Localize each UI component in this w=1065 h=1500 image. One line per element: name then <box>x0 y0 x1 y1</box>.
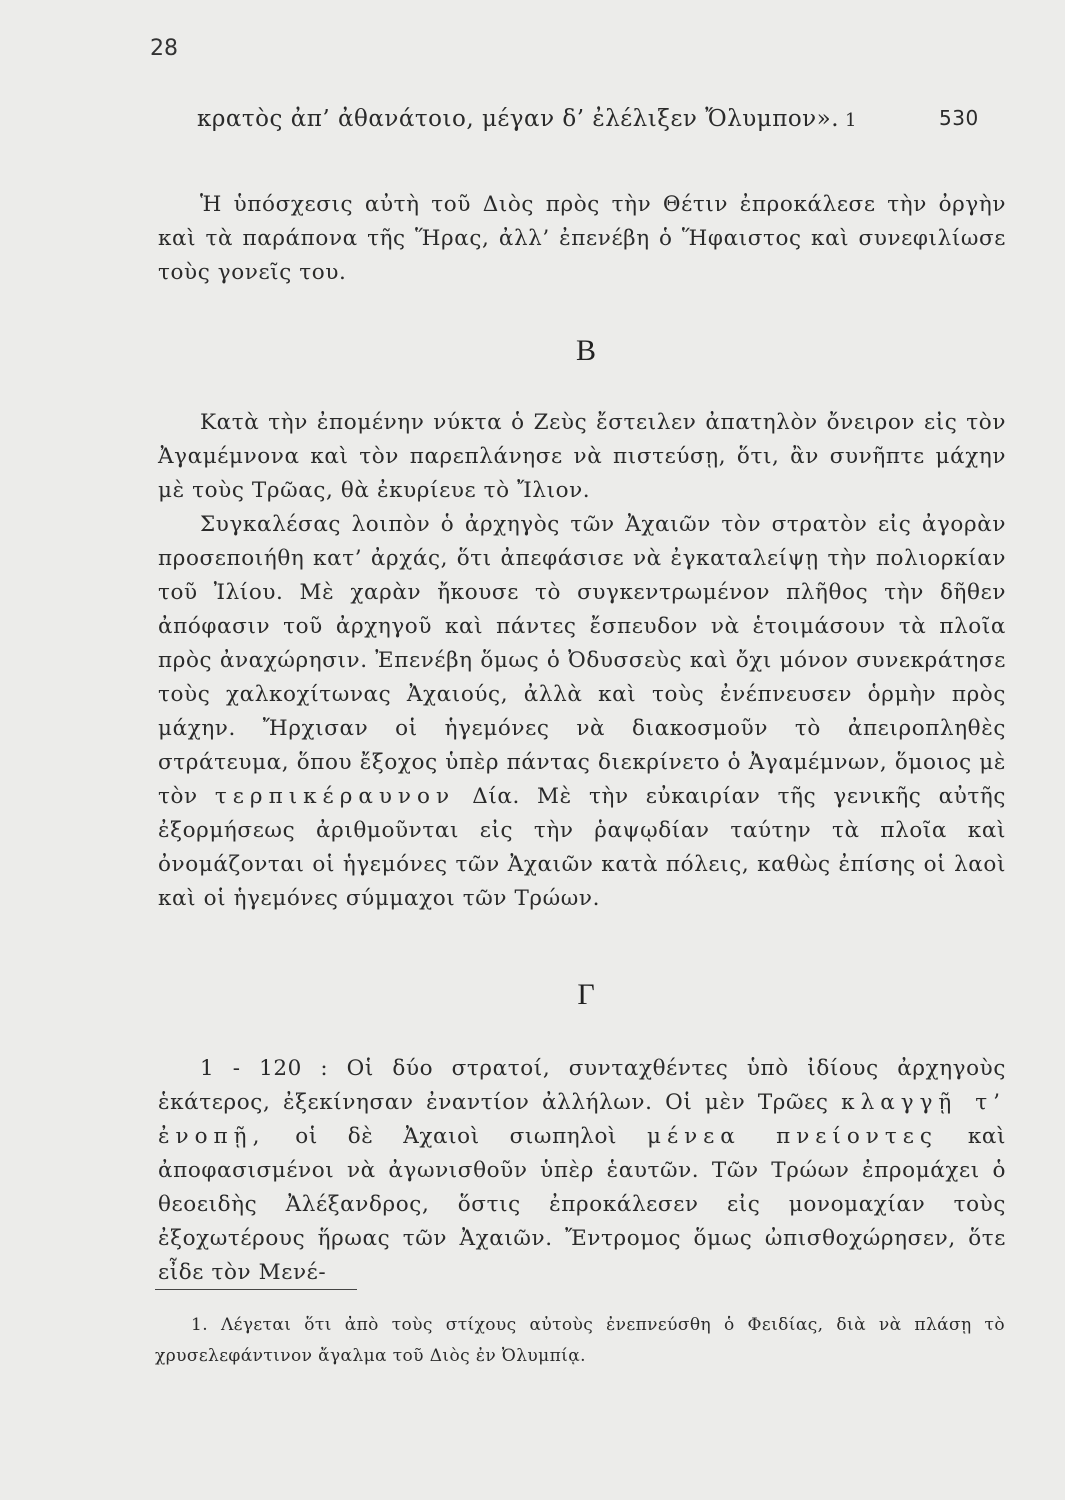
intro-paragraph: Ἡ ὑπόσχεσις αὐτὴ τοῦ Διὸς πρὸς τὴν Θέτιν ἐπροκάλεσε τὴν ὀργὴν καὶ τὰ παράπονα τῆς Ἥρας, ἀλλ’ ἐπενέβη ὁ Ἥφαιστος καὶ συνεφιλίωσε τοὺς γονεῖς του. <box>158 192 1006 285</box>
footnote <box>155 1310 1005 1372</box>
verse-text: κρατὸς ἀπ’ ἀθανάτοιο, μέγαν δ’ ἐλέλιξεν Ὄλυμπον». <box>197 106 840 132</box>
paragraph-text: 1 - 120 : Οἱ δύο στρατοί, συνταχθέντες ὑπὸ ἰδίους ἀρχηγοὺς ἑκάτερος, ἐξεκίνησαν ἐναντίον ἀλλήλων. Οἱ μὲν Τρῶες <box>158 1056 1006 1115</box>
paragraph-text: οἱ δὲ Ἀχαιοὶ σιωπηλοὶ <box>295 1124 618 1149</box>
footnote-number: 1. <box>191 1315 209 1335</box>
spaced-emphasis: κλαγγῇ τ’ ἐνοπῇ, <box>158 1090 1006 1149</box>
section-b-paragraph-1: Κατὰ τὴν ἐπομένην νύκτα ὁ Ζεὺς ἔστειλεν ἀπατηλὸν ὄνειρον εἰς τὸν Ἀγαμέμνονα καὶ τὸν παρεπλάνησε νὰ πιστεύσῃ, ὅτι, ἂν συνῆπτε μάχην μὲ τοὺς Τρῶας, θὰ ἐκυρίευε τὸ Ἴλιον. <box>158 410 1006 503</box>
footnote-marker: 1 <box>845 110 857 131</box>
paragraph-text: Συγκαλέσας λοιπὸν ὁ ἀρχηγὸς τῶν Ἀχαιῶν τὸν στρατὸν εἰς ἀγορὰν προσεποιήθη κατ’ ἀρχάς, ὅτι ἀπεφάσισε νὰ ἐγκαταλείψῃ τὴν πολιορκίαν τοῦ Ἰλίου. Μὲ χαρὰν ἤκουσε τὸ συγκεντρωμένον πλῆθος τὴν δῆθεν ἀπόφασιν τοῦ ἀρχηγοῦ καὶ πάντες ἔσπευδον νὰ ἑτοιμάσουν τὰ πλοῖα πρὸς ἀναχώρησιν. Ἐπενέβη ὅμως ὁ Ὀδυσσεὺς καὶ ὄχι μόνον συνεκράτησε τοὺς χαλκοχίτωνας Ἀχαιούς, ἀλλὰ καὶ τοὺς ἐνέπνευσεν ὁρμὴν πρὸς μάχην. Ἤρχισαν οἱ ἡγεμόνες νὰ διακοσμοῦν τὸ ἀπειροπληθὲς στράτευμα, ὅπου ἔξοχος ὑπὲρ πάντας διεκρίνετο ὁ Ἀγαμέμνων, ὅμοιος μὲ τὸν <box>158 512 1006 809</box>
page-number: 28 <box>150 36 178 61</box>
section-heading-g: Γ <box>577 978 595 1011</box>
section-g-paragraph <box>158 1052 1006 1290</box>
section-b-paragraph-2 <box>158 508 1006 916</box>
verse-line-number: 530 <box>939 106 979 130</box>
spaced-emphasis: τερπικέραυνον <box>214 784 456 809</box>
verse-quote <box>197 106 1007 132</box>
footnote-divider <box>155 1289 357 1290</box>
paragraph-text: καὶ ἀποφασισμένοι νὰ ἀγωνισθοῦν ὑπὲρ ἑαυτῶν. Τῶν Τρώων ἐπρομάχει ὁ θεοειδὴς Ἀλέξανδρος, ὅστις ἐπροκάλεσεν εἰς μονομαχίαν τοὺς ἐξοχωτέρους ἥρωας τῶν Ἀχαιῶν. Ἔντρομος ὅμως ὠπισθοχώρησεν, ὅτε εἶδε τὸν Μενέ- <box>158 1124 1006 1285</box>
spaced-emphasis: μένεα πνείοντες <box>646 1124 938 1149</box>
section-heading-b: Β <box>575 334 596 367</box>
footnote-text: Λέγεται ὅτι ἀπὸ τοὺς στίχους αὐτοὺς ἐνεπνεύσθη ὁ Φειδίας, διὰ νὰ πλάσῃ τὸ χρυσελεφάντινον ἄγαλμα τοῦ Διὸς ἐν Ὀλυμπίᾳ. <box>155 1315 1005 1366</box>
paragraph-text: Δία. Μὲ τὴν εὐκαιρίαν τῆς γενικῆς αὐτῆς ἐξορμήσεως ἀριθμοῦνται εἰς τὴν ῥαψῳδίαν ταύτην τὰ πλοῖα καὶ ὀνομάζονται οἱ ἡγεμόνες τῶν Ἀχαιῶν κατὰ πόλεις, καθὼς ἐπίσης οἱ λαοὶ καὶ οἱ ἡγεμόνες σύμμαχοι τῶν Τρώων. <box>158 784 1007 911</box>
